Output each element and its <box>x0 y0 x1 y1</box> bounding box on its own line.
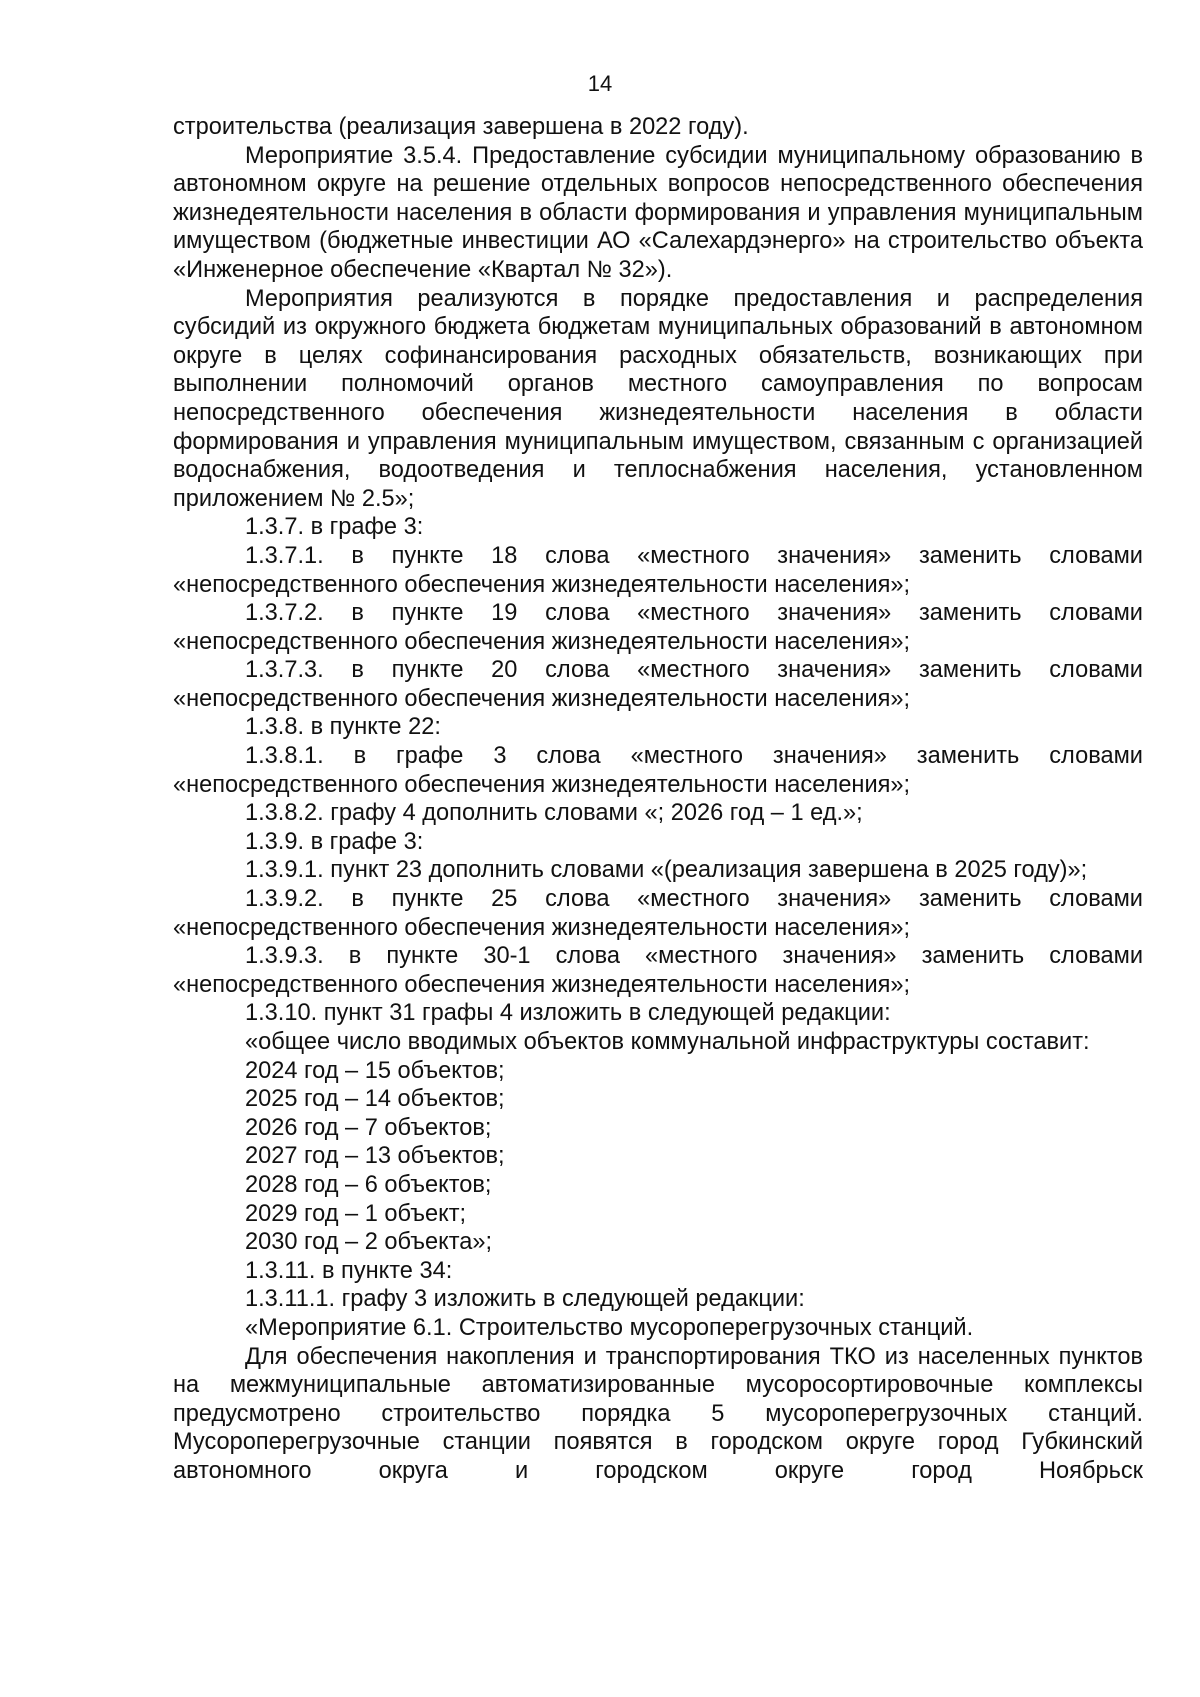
item-1-3-7: 1.3.7. в графе 3: <box>245 514 424 541</box>
quote-objects-total: «общее число вводимых объектов коммунальной инфраструктуры составит: <box>245 1029 1090 1055</box>
quote-measure-6-1: «Мероприятие 6.1. Строительство мусороперегрузочных станций. <box>245 1314 974 1341</box>
item-1-3-7-3: 1.3.7.3. в пункте 20 слова «местного значения» заменить словами «непосредственного обеспечения жизнедеятельности населения»; <box>173 657 1143 712</box>
paragraph-measure-3-5-4: Мероприятие 3.5.4. Предоставление субсидии муниципальному образованию в автономном округе на решение отдельных вопросов непосредственного обеспечения жизнедеятельности населения в области формирования и управления муниципальным имуществом (бюджетные инвестиции АО «Салехардэнерго» на строительство объекта «Инженерное обеспечение «Квартал № 32»). <box>173 142 1143 283</box>
item-1-3-11-1: 1.3.11.1. графу 3 изложить в следующей редакции: <box>245 1286 805 1313</box>
paragraph-continuation: строительства (реализация завершена в 2022 году). <box>173 114 749 140</box>
item-1-3-8: 1.3.8. в пункте 22: <box>245 714 441 741</box>
page-number: 14 <box>587 71 613 96</box>
year-line-2029: 2029 год – 1 объект; <box>245 1200 467 1227</box>
item-1-3-11: 1.3.11. в пункте 34: <box>245 1257 453 1284</box>
item-1-3-9-3: 1.3.9.3. в пункте 30-1 слова «местного значения» заменить словами «непосредственного обеспечения жизнедеятельности населения»; <box>173 943 1143 998</box>
year-line-2030: 2030 год – 2 объекта»; <box>245 1229 493 1256</box>
document-body <box>173 113 1143 1486</box>
year-line-2028: 2028 год – 6 объектов; <box>245 1171 492 1198</box>
item-1-3-7-1: 1.3.7.1. в пункте 18 слова «местного значения» заменить словами «непосредственного обеспечения жизнедеятельности населения»; <box>173 542 1143 598</box>
year-line-2024: 2024 год – 15 объектов; <box>245 1057 505 1084</box>
item-1-3-9: 1.3.9. в графе 3: <box>245 828 424 855</box>
paragraph-measures-implementation: Мероприятия реализуются в порядке предоставления и распределения субсидий из окружного бюджета бюджетам муниципальных образований в автономном округе в целях софинансирования расходных обязательств, возникающих при выполнении полномочий органов местного самоуправления по вопросам непосредственного обеспечения жизнедеятельности населения в области формирования и управления муниципальным имуществом, связанным с организацией водоснабжения, водоотведения и теплоснабжения населения, установленном приложением № 2.5»; <box>173 285 1143 512</box>
item-1-3-9-1: 1.3.9.1. пункт 23 дополнить словами «(реализация завершена в 2025 году)»; <box>245 857 1088 884</box>
paragraph-waste-transfer-stations: Для обеспечения накопления и транспортирования ТКО из населенных пунктов на межмуниципальные автоматизированные мусоросортировочные комплексы предусмотрено строительство порядка 5 мусороперегрузочных станций. Мусороперегрузочные станции появятся в городском округе город Губкинский автономного округа и городском округе город Ноябрьск <box>173 1343 1143 1484</box>
item-1-3-7-2: 1.3.7.2. в пункте 19 слова «местного значения» заменить словами «непосредственного обеспечения жизнедеятельности населения»; <box>173 600 1143 655</box>
year-line-2025: 2025 год – 14 объектов; <box>245 1086 505 1113</box>
item-1-3-8-2: 1.3.8.2. графу 4 дополнить словами «; 2026 год – 1 ед.»; <box>245 800 863 827</box>
year-line-2026: 2026 год – 7 объектов; <box>245 1114 492 1141</box>
year-line-2027: 2027 год – 13 объектов; <box>245 1143 505 1170</box>
item-1-3-9-2: 1.3.9.2. в пункте 25 слова «местного значения» заменить словами «непосредственного обеспечения жизнедеятельности населения»; <box>173 886 1143 941</box>
item-1-3-8-1: 1.3.8.1. в графе 3 слова «местного значения» заменить словами «непосредственного обеспечения жизнедеятельности населения»; <box>173 743 1143 798</box>
item-1-3-10: 1.3.10. пункт 31 графы 4 изложить в следующей редакции: <box>245 1000 891 1027</box>
